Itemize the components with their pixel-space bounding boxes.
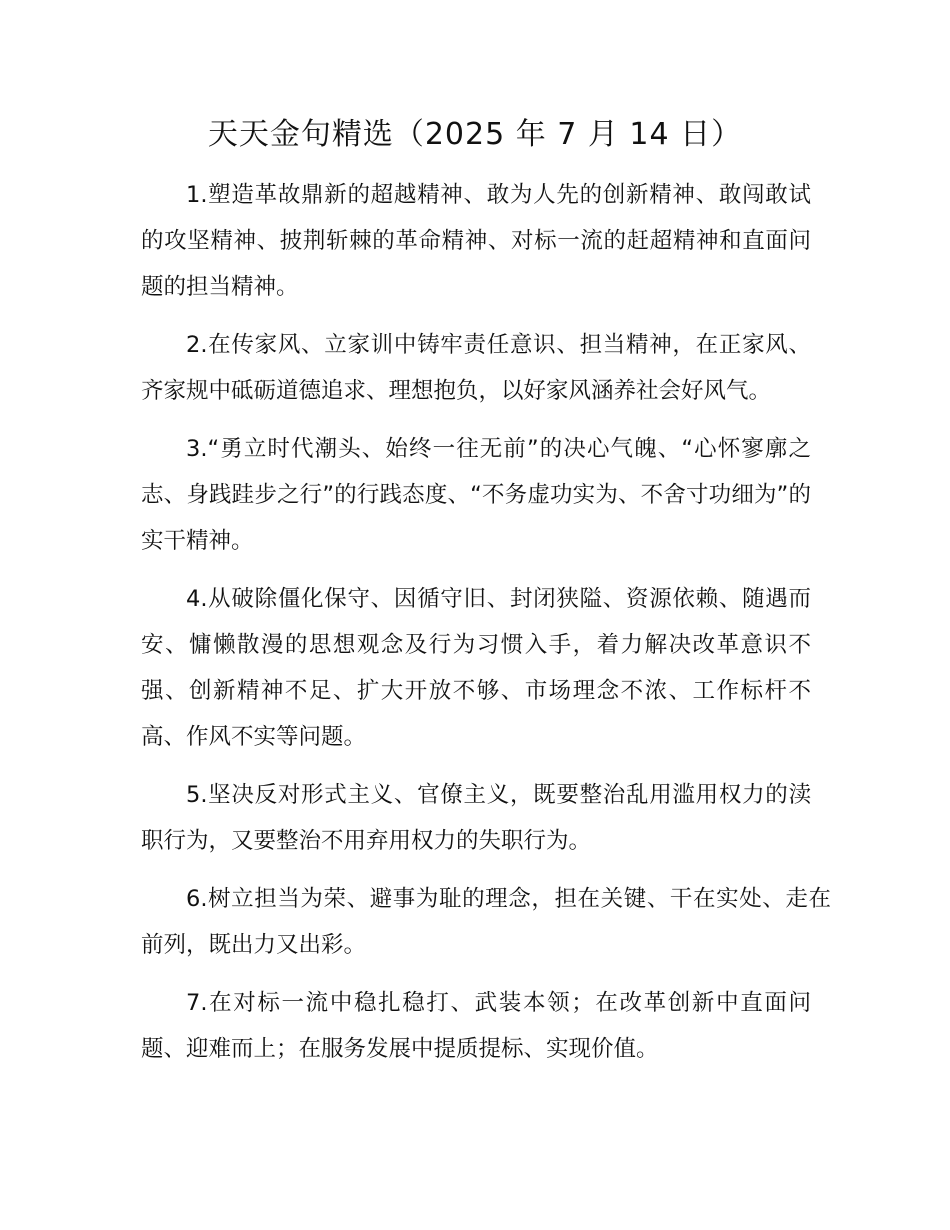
paragraph-3: 3.“勇立时代潮头、始终一往无前”的决心气魄、“心怀寥廓之志、身践跬步之行”的行践态度、“不务虚功实为、不舍寸功细为”的实干精神。 (141, 436, 811, 554)
paragraph-4: 4.从破除僵化保守、因循守旧、封闭狭隘、资源依赖、随遇而安、慵懒散漫的思想观念及行为习惯入手，着力解决改革意识不强、创新精神不足、扩大开放不够、市场理念不浓、工作标杆不高、作风不实等问题。 (141, 586, 811, 750)
paragraph-6: 6.树立担当为荣、避事为耻的理念，担在关键、干在实处、走在前列，既出力又出彩。 (141, 886, 831, 958)
paragraph-7: 7.在对标一流中稳扎稳打、武装本领；在改革创新中直面问题、迎难而上；在服务发展中提质提标、实现价值。 (141, 990, 811, 1062)
paragraph-5: 5.坚决反对形式主义、官僚主义，既要整治乱用滥用权力的渎职行为，又要整治不用弃用权力的失职行为。 (141, 782, 811, 854)
document-body (141, 172, 831, 1084)
paragraph-2: 2.在传家风、立家训中铸牢责任意识、担当精神，在正家风、齐家规中砥砺道德追求、理想抱负，以好家风涵养社会好风气。 (141, 332, 811, 404)
paragraph-1: 1.塑造革故鼎新的超越精神、敢为人先的创新精神、敢闯敢试的攻坚精神、披荆斩棘的革命精神、对标一流的赶超精神和直面问题的担当精神。 (141, 182, 811, 300)
document-title: 天天金句精选（2025 年 7 月 14 日） (207, 117, 743, 152)
